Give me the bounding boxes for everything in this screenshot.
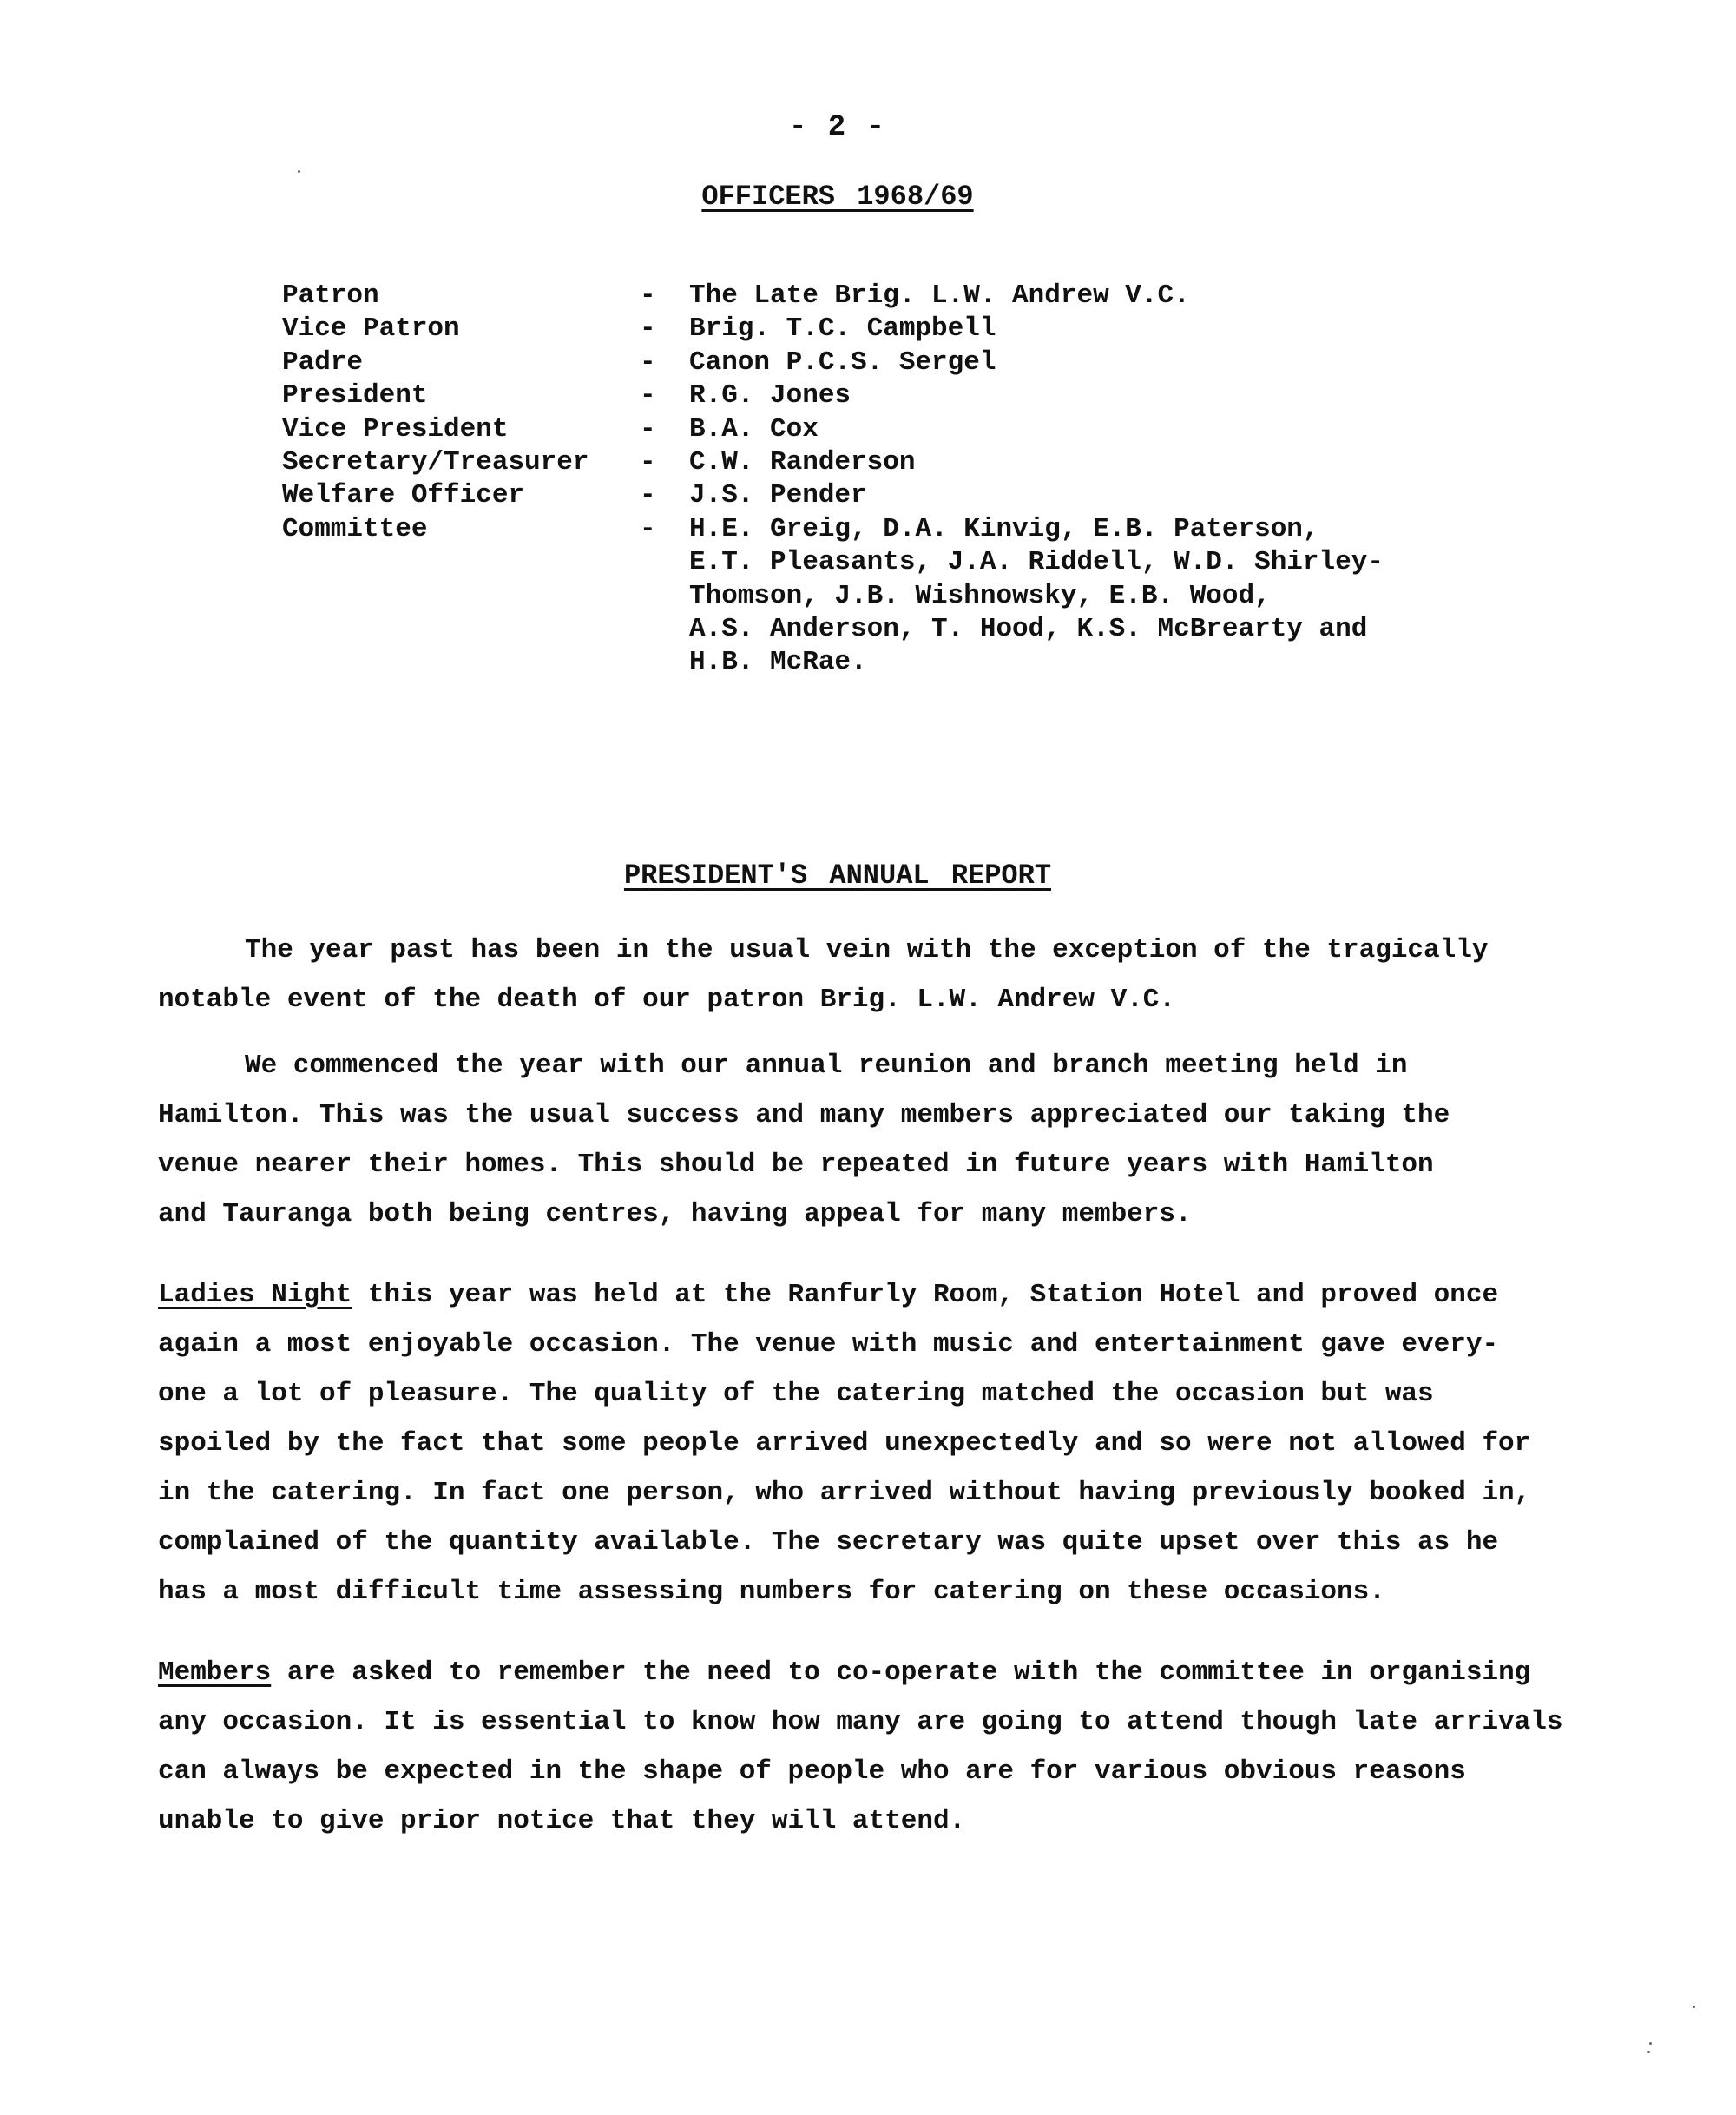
officer-name: Canon P.C.S. Sergel	[689, 346, 996, 378]
report-line: spoiled by the fact that some people arrived unexpectedly and so were not allowed for	[158, 1428, 1531, 1459]
officer-role: Padre	[282, 346, 364, 378]
report-line-rest: are asked to remember the need to co-operate with the committee in organising	[271, 1657, 1531, 1688]
officer-separator: -	[640, 480, 656, 511]
page-number: - 2 -	[788, 111, 887, 144]
officer-row-patron	[282, 280, 1497, 313]
officer-name: B.A. Cox	[689, 413, 819, 445]
officers-heading-text: OFFICERS 1968/69	[701, 181, 974, 213]
scan-speck	[1693, 2006, 1695, 2008]
report-line	[158, 1648, 1651, 1697]
officer-role: Vice President	[282, 413, 509, 445]
report-line: can always be expected in the shape of people who are for various obvious reasons	[158, 1756, 1466, 1787]
committee-line: Thomson, J.B. Wishnowsky, E.B. Wood,	[689, 580, 1271, 611]
report-line: unable to give prior notice that they will attend.	[158, 1806, 966, 1836]
members-lead: Members	[158, 1657, 272, 1688]
report-line: again a most enjoyable occasion. The venue with music and entertainment gave every-	[158, 1329, 1499, 1360]
report-line: The year past has been in the usual vein with the exception of the tragically	[245, 935, 1489, 965]
report-line: venue nearer their homes. This should be repeated in future years with Hamilton	[158, 1150, 1434, 1180]
officer-name: C.W. Randerson	[689, 447, 916, 478]
report-line: one a lot of pleasure. The quality of the catering matched the occasion but was	[158, 1379, 1434, 1409]
officer-name: R.G. Jones	[689, 380, 852, 412]
officer-row-padre	[282, 346, 1497, 379]
committee-line: E.T. Pleasants, J.A. Riddell, W.D. Shirley-	[689, 547, 1384, 578]
officer-separator: -	[640, 280, 656, 311]
officer-separator: -	[640, 313, 656, 345]
report-paragraph-4	[158, 1648, 1651, 1846]
report-heading	[0, 860, 1675, 892]
report-line	[158, 1270, 1651, 1320]
officers-list	[282, 280, 1497, 680]
report-line: complained of the quantity available. The secretary was quite upset over this as he	[158, 1527, 1499, 1558]
report-line: has a most difficult time assessing numbers for catering on these occasions.	[158, 1577, 1385, 1607]
officer-separator: -	[640, 513, 656, 544]
ladies-night-lead: Ladies Night	[158, 1280, 352, 1310]
report-paragraph-1	[158, 926, 1651, 1025]
officer-row-welfare-officer	[282, 479, 1497, 512]
report-body	[158, 926, 1651, 1846]
report-line: We commenced the year with our annual reunion and branch meeting held in	[245, 1051, 1408, 1081]
officers-heading	[0, 181, 1675, 213]
officer-separator: -	[640, 380, 656, 412]
report-paragraph-3	[158, 1270, 1651, 1617]
officer-row-vice-patron	[282, 313, 1497, 346]
report-line: in the catering. In fact one person, who arrived without having previously booked in,	[158, 1478, 1531, 1508]
officer-role: Welfare Officer	[282, 480, 525, 511]
officer-name: The Late Brig. L.W. Andrew V.C.	[689, 280, 1190, 311]
scan-speck	[1647, 2051, 1650, 2053]
officer-role: Secretary/Treasurer	[282, 447, 589, 478]
officer-row-committee	[282, 513, 1497, 680]
report-line-rest: this year was held at the Ranfurly Room, Station Hotel and proved once	[352, 1280, 1499, 1310]
officer-separator: -	[640, 346, 656, 378]
committee-line: H.E. Greig, D.A. Kinvig, E.B. Paterson,	[689, 513, 1319, 544]
officer-separator: -	[640, 447, 656, 478]
officer-role: Committee	[282, 513, 428, 544]
report-line: any occasion. It is essential to know how many are going to attend though late arrivals	[158, 1707, 1563, 1737]
committee-members	[689, 513, 1497, 680]
scan-speck	[298, 170, 300, 173]
officer-row-vice-president	[282, 413, 1497, 446]
officer-row-president	[282, 379, 1497, 412]
officer-role: Patron	[282, 280, 379, 311]
report-line: and Tauranga both being centres, having appeal for many members.	[158, 1199, 1192, 1229]
report-paragraph-2	[158, 1041, 1651, 1239]
report-line: Hamilton. This was the usual success and many members appreciated our taking the	[158, 1100, 1450, 1130]
officer-name: J.S. Pender	[689, 480, 867, 511]
officer-row-secretary-treasurer	[282, 446, 1497, 479]
committee-line: A.S. Anderson, T. Hood, K.S. McBrearty and	[689, 614, 1368, 645]
officer-role: President	[282, 380, 428, 412]
officer-separator: -	[640, 413, 656, 445]
officer-role: Vice Patron	[282, 313, 460, 345]
report-line: notable event of the death of our patron Brig. L.W. Andrew V.C.	[158, 985, 1175, 1015]
officer-name: Brig. T.C. Campbell	[689, 313, 996, 345]
committee-line: H.B. McRae.	[689, 647, 867, 678]
report-heading-text: PRESIDENT'S ANNUAL REPORT	[623, 860, 1052, 892]
scan-speck	[1649, 2042, 1652, 2045]
